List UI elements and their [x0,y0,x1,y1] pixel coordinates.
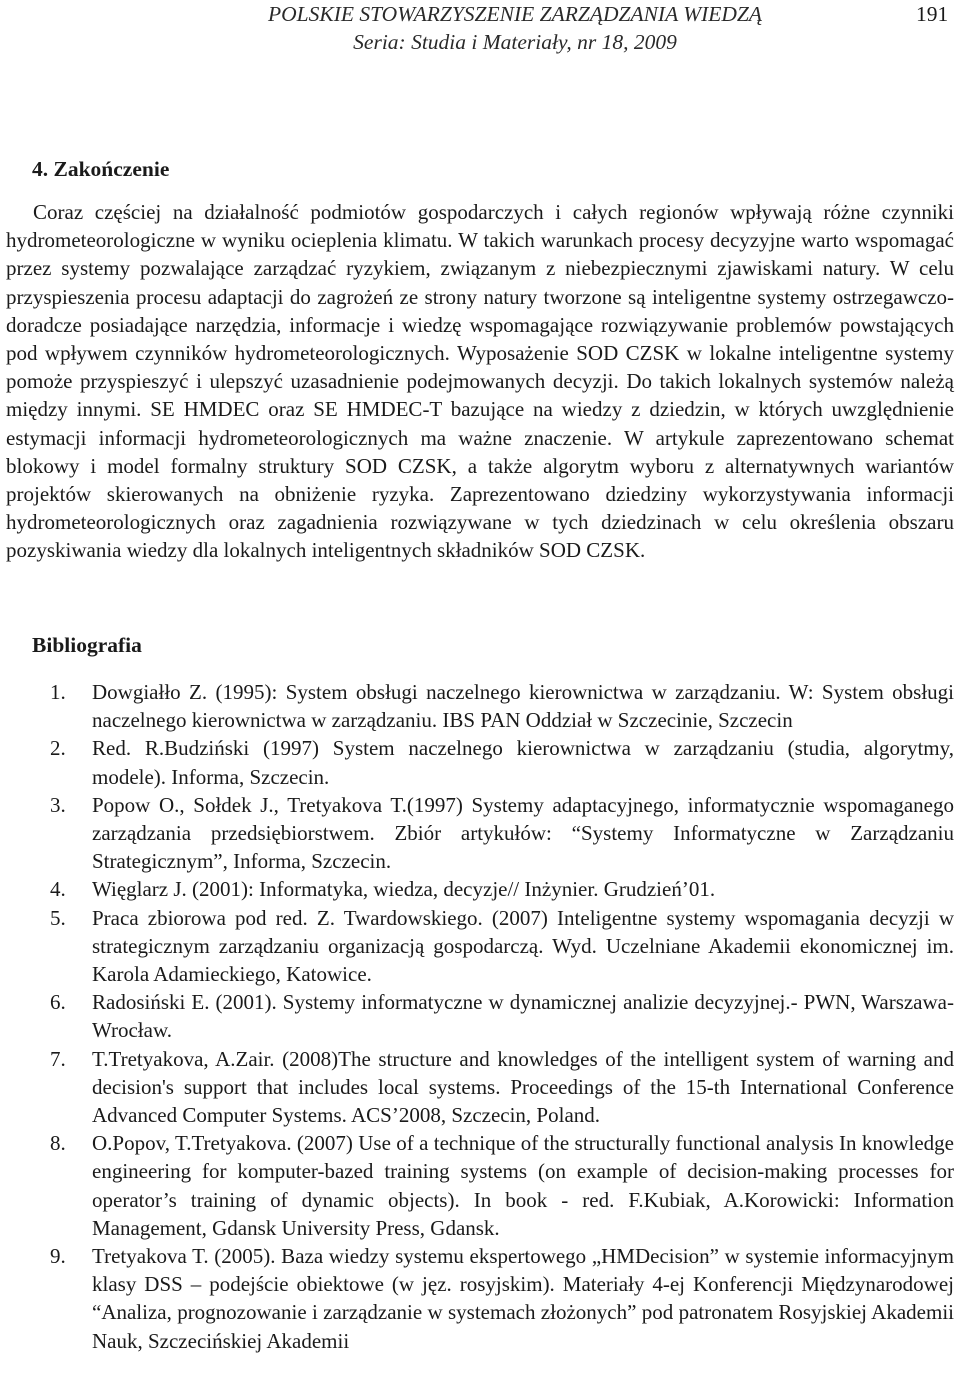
bibliography-item-number: 5. [50,905,66,930]
bibliography-item-text: Praca zbiorowa pod red. Z. Twardowskiego. (2007) Inteligentne systemy wspomagania decyzji w strategicznym zarządzaniu organizacją gospodarczą. Wyd. Uczelniane Akademii ekonomicznej im. Karola Adamieckiego, Katowice. [92,905,954,987]
bibliography-item [6,875,954,903]
bibliography-item [6,988,954,1044]
bibliography-item-number: 2. [50,736,66,761]
page-number: 191 [916,2,949,26]
bibliography-item-number: 6. [50,990,66,1015]
bibliography-item [6,904,954,989]
bibliography-item-number: 8. [50,1131,66,1156]
running-header [205,0,825,56]
conclusion-paragraph: Coraz częściej na działalność podmiotów gospodarczych i całych regionów wpływają różne czynniki hydrometeorologiczne w wyniku ocieplenia klimatu. W takich warunkach procesy decyzyjne warto wspomagać przez systemy pozwalające zarządzać ryzykiem, związanym z niebezpiecznymi zjawiskami natury. W celu przyspieszenia procesu adaptacji do zagrożeń ze strony natury tworzone są inteligentne systemy ostrzegawczo-doradcze posiadające narzędzia, informacje i wiedzę wspomagające rozwiązywanie problemów powstających pod wpływem czynników hydrometeorologicznych. Wyposażenie SOD CZSK w lokalne inteligentne systemy pomoże przyspieszyć i ulepszyć uzasadnienie podejmowanych decyzji. Do takich lokalnych systemów należą między innymi. SE HMDEC oraz SE HMDEC-T bazujące na wiedzy z dziedzin, w których uwzględnienie estymacji informacji hydrometeorologicznych ma ważne znaczenie. W artykule zaprezentowano schemat blokowy i model formalny struktury SOD CZSK, a także algorytm wyboru z alternatywnych wariantów projektów skierowanych na obniżenie ryzyka. Zaprezentowano dziedziny wykorzystywania informacji hydrometeorologicznych oraz zagadnienia rozwiązywane w tych dziedzinach w celu określenia obszaru pozyskiwania wiedzy dla lokalnych inteligentnych składników SOD CZSK. [6,200,954,563]
header-society-title: POLSKIE STOWARZYSZENIE ZARZĄDZANIA WIEDZĄ [267,2,763,26]
bibliography-item-text: O.Popov, T.Tretyakova. (2007) Use of a technique of the structurally functional analysis In knowledge engineering for komputer-bazed training systems (on example of decision-making processes for operator’s training of dynamic objects). In book - red. F.Kubiak, A.Korowicki: Information Management, Gdansk University Press, Gdansk. [92,1131,954,1240]
bibliography-item-text: Red. R.Budziński (1997) System naczelnego kierownictwa w zarządzaniu (studia, algorytmy, modele). Informa, Szczecin. [92,736,954,789]
bibliography-item-number: 3. [50,792,66,817]
bibliography-item-text: T.Tretyakova, A.Zair. (2008)The structure and knowledges of the intelligent system of warning and decision's support that includes local systems. Proceedings of the 15-th International Conference Advanced Computer Systems. ACS’2008, Szczecin, Poland. [92,1046,954,1128]
bibliography-item-number: 7. [50,1046,66,1071]
bibliography-item [6,1045,954,1130]
bibliography-item [6,1242,954,1355]
section-heading: 4. Zakończenie [32,157,170,181]
bibliography-item [6,734,954,790]
bibliography-heading: Bibliografia [32,633,142,657]
bibliography-item-text: Tretyakova T. (2005). Baza wiedzy systemu ekspertowego „HMDecision” w systemie informacyjnym klasy DSS – podejście obiektowe (w jęz. rosyjskim). Materiały 4-ej Konferencji Międzynarodowej “Analiza, prognozowanie i zarządzanie w systemach złożonych” pod patronatem Rosyjskiej Akademii Nauk, Szczecińskiej Akademii [92,1244,954,1353]
bibliography-item-text: Więglarz J. (2001): Informatyka, wiedza, decyzje// Inżynier. Grudzień’01. [92,877,716,902]
bibliography-item-text: Popow O., Sołdek J., Tretyakova T.(1997) Systemy adaptacyjnego, informatycznie wspomaganego zarządzania przedsiębiorstwem. Zbiór artykułów: “Systemy Informatyczne w Zarządzaniu Strategicznym”, Informa, Szczecin. [92,792,954,874]
bibliography-item [6,678,954,734]
bibliography-item-text: Radosiński E. (2001). Systemy informatyczne w dynamicznej analizie decyzyjnej.- PWN, Warszawa-Wrocław. [92,990,954,1043]
bibliography-item [6,791,954,876]
bibliography-item-text: Dowgiałło Z. (1995): System obsługi naczelnego kierownictwa w zarządzaniu. W: System obsługi naczelnego kierownictwa w zarządzaniu. IBS PAN Oddział w Szczecinie, Szczecin [92,680,954,733]
bibliography-item-number: 1. [50,680,66,704]
header-series-title: Seria: Studia i Materiały, nr 18, 2009 [353,30,677,54]
bibliography-item-number: 9. [50,1244,66,1269]
bibliography-item [6,1129,954,1242]
bibliography-list [6,678,954,1355]
bibliography-item-number: 4. [50,877,66,902]
